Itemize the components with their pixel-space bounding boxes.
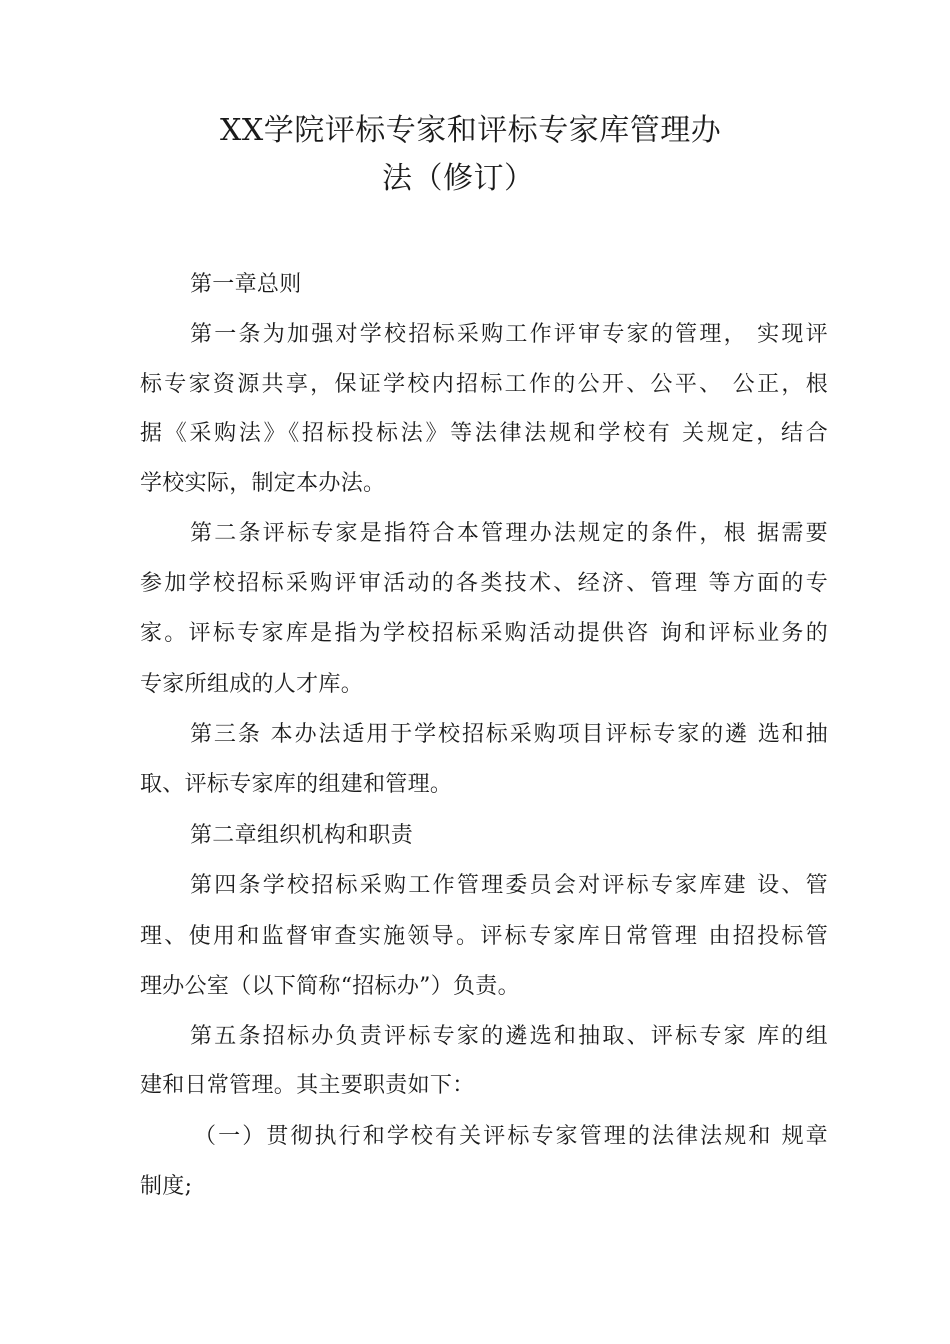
article-3-line-1: 第三条 本办法适用于学校招标采购项目评标专家的遴 选和抽 xyxy=(190,722,828,747)
article-5-line-1: 第五条招标办负责评标专家的遴选和抽取、评标专家 库的组 xyxy=(190,1024,828,1049)
chapter-heading-2: 第二章组织机构和职责 xyxy=(190,823,414,848)
item-1-line-1: （一）贯彻执行和学校有关评标专家管理的法律法规和 规章 xyxy=(194,1124,828,1149)
article-1-line-4: 学校实际，制定本办法。 xyxy=(140,471,386,496)
article-2-line-2: 参加学校招标采购评审活动的各类技术、经济、管理 等方面的专 xyxy=(140,571,828,596)
article-4-line-1: 第四条学校招标采购工作管理委员会对评标专家库建 设、管 xyxy=(190,873,828,898)
document-title-line-1: XX学院评标专家和评标专家库管理办 xyxy=(220,113,722,148)
article-5-line-2: 建和日常管理。其主要职责如下： xyxy=(140,1073,475,1098)
article-4-line-2: 理、使用和监督审查实施领导。评标专家库日常管理 由招投标管 xyxy=(140,924,828,949)
article-1-line-3: 据《采购法》《招标投标法》等法律法规和学校有 关规定，结合 xyxy=(140,421,828,446)
article-4-line-3: 理办公室（以下简称“招标办”）负责。 xyxy=(140,974,520,999)
article-2-line-3: 家。评标专家库是指为学校招标采购活动提供咨 询和评标业务的 xyxy=(140,621,828,646)
article-2-line-1: 第二条评标专家是指符合本管理办法规定的条件，根 据需要 xyxy=(190,521,828,546)
article-2-line-4: 专家所组成的人才库。 xyxy=(140,672,364,697)
article-3-line-2: 取、评标专家库的组建和管理。 xyxy=(140,772,453,797)
document-title-line-2: 法（修订） xyxy=(382,161,535,196)
chapter-heading-1: 第一章总则 xyxy=(190,272,302,297)
item-1-line-2: 制度; xyxy=(140,1174,193,1199)
article-1-line-1: 第一条为加强对学校招标采购工作评审专家的管理， 实现评 xyxy=(190,322,828,347)
article-1-line-2: 标专家资源共享，保证学校内招标工作的公开、公平、 公正，根 xyxy=(140,372,828,397)
